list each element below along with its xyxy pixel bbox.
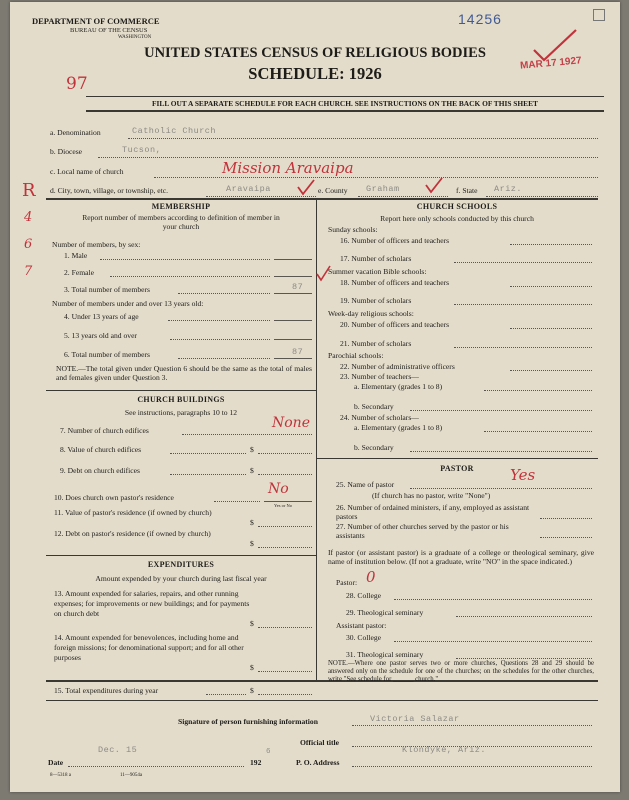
q15-total-expenditures: 15. Total expenditures during year — [54, 686, 159, 695]
expenditures-subtitle: Amount expended by your church during last fiscal year — [95, 574, 267, 583]
q25-note: (If church has no pastor, write "None") — [372, 491, 491, 500]
diocese-label: b. Diocese — [50, 147, 83, 156]
q14-dollar: $ — [250, 663, 254, 672]
expenditures-title: EXPENDITURES — [147, 560, 215, 569]
q1-male: 1. Male — [64, 251, 88, 260]
q28-college: 28. College — [346, 591, 382, 600]
q11-dollar: $ — [250, 518, 254, 527]
q14-benevolences: 14. Amount expended for benevolences, including home and foreign missions; for denominational support; and for all other purposes — [54, 633, 244, 662]
parochial-schools-heading: Parochial schools: — [328, 351, 384, 360]
margin-mark-4: 4 — [24, 210, 33, 225]
po-address-label: P. O. Address — [296, 758, 340, 767]
q3-total-members: 3. Total number of members — [64, 285, 151, 294]
margin-mark-7: 7 — [24, 264, 33, 279]
church-buildings-title: CHURCH BUILDINGS — [137, 395, 225, 404]
department-name: DEPARTMENT OF COMMERCE — [32, 16, 160, 26]
q25-value[interactable]: Yes — [510, 466, 536, 484]
handwritten-number: 97 — [66, 74, 88, 94]
margin-mark-6: 6 — [24, 237, 33, 252]
q23b-secondary: b. Secondary — [354, 402, 394, 411]
q26-assistant-ministers: 26. Number of ordained ministers, if any, employed as assistant pastors — [336, 503, 530, 521]
corner-check-mark — [593, 9, 605, 21]
q8-dollar: $ — [250, 445, 254, 454]
summer-schools-heading: Summer vacation Bible schools: — [328, 267, 427, 276]
city-value[interactable]: Aravaipa — [226, 184, 271, 194]
bureau-name: BUREAU OF THE CENSUS — [70, 27, 148, 34]
local-name-label: c. Local name of church — [50, 167, 124, 176]
q27-other-churches: 27. Number of other churches served by the pastor or his assistants — [336, 522, 509, 540]
diocese-value[interactable]: Tucson, — [122, 145, 162, 155]
q24b-secondary: b. Secondary — [354, 443, 394, 452]
q24a-elementary: a. Elementary (grades 1 to 8) — [354, 423, 443, 432]
q6-total-members: 6. Total number of members — [64, 350, 151, 359]
q10-owns-residence: 10. Does church own pastor's residence — [54, 493, 174, 502]
q6-value[interactable]: 87 — [292, 347, 304, 357]
church-schools-subtitle: Report here only schools conducted by this church — [380, 214, 534, 223]
county-label: e. County — [318, 186, 348, 195]
q12-dollar: $ — [250, 539, 254, 548]
q30-college: 30. College — [346, 633, 382, 642]
graduate-instruction: If pastor (or assistant pastor) is a graduate of a college or theological seminary, give name of institution below. (If not a graduate, write "NO" in the space indicated.) — [328, 548, 594, 566]
sunday-schools-heading: Sunday schools: — [328, 225, 378, 234]
date-label: Date — [48, 758, 64, 767]
pastor-title: PASTOR — [440, 464, 474, 473]
q18-officers-teachers: 18. Number of officers and teachers — [340, 278, 450, 287]
q20-officers-teachers: 20. Number of officers and teachers — [340, 320, 450, 329]
margin-mark-r: R — [22, 180, 36, 201]
q2-female: 2. Female — [64, 268, 94, 277]
received-date-stamp: MAR 17 1927 — [519, 55, 583, 72]
q16-officers-teachers: 16. Number of officers and teachers — [340, 236, 450, 245]
city-check-mark — [296, 178, 316, 196]
q15-dollar: $ — [250, 686, 254, 695]
year-digit[interactable]: 6 — [266, 748, 272, 756]
q8-value-edifices: 8. Value of church edifices — [60, 445, 142, 454]
city-name: WASHINGTON — [118, 35, 152, 40]
census-form-sheet — [10, 2, 620, 792]
print-number: 11—9054a — [120, 773, 143, 778]
q23a-elementary: a. Elementary (grades 1 to 8) — [354, 382, 443, 391]
q9-dollar: $ — [250, 466, 254, 475]
q29-seminary: 29. Theological seminary — [346, 608, 424, 617]
official-title-label: Official title — [300, 738, 340, 747]
pastor-sub-heading: Pastor: — [336, 578, 358, 587]
pastor-note: NOTE.—Where one pastor serves two or more churches, Questions 28 and 29 should be answered only on the schedule for one of the churches; on the schedules for the other churches, write "See schedule for ______ church." — [328, 660, 594, 683]
membership-note: NOTE.—The total given under Question 6 should be the same as the total of males and females given under Question 3. — [56, 364, 312, 382]
q12-debt-residence: 12. Debt on pastor's residence (if owned by church) — [54, 529, 211, 538]
assistant-pastor-heading: Assistant pastor: — [336, 621, 387, 630]
members-age-heading: Number of members under and over 13 years old: — [52, 299, 204, 308]
q4-under-13: 4. Under 13 years of age — [64, 312, 139, 321]
q21-scholars: 21. Number of scholars — [340, 339, 412, 348]
state-value[interactable]: Ariz. — [494, 184, 523, 194]
church-schools-title: CHURCH SCHOOLS — [416, 202, 498, 211]
form-title: UNITED STATES CENSUS OF RELIGIOUS BODIES — [144, 45, 486, 61]
q5-13-and-over: 5. 13 years old and over — [64, 331, 137, 340]
q10-value[interactable]: No — [268, 481, 289, 497]
q3-value[interactable]: 87 — [292, 282, 304, 292]
q23-teachers: 23. Number of teachers— — [340, 372, 419, 381]
date-value[interactable]: Dec. 15 — [98, 745, 138, 755]
q9-debt-edifices: 9. Debt on church edifices — [60, 466, 140, 475]
q31-seminary: 31. Theological seminary — [346, 650, 424, 659]
county-check-mark — [424, 176, 444, 194]
pastor-zero-mark: 0 — [366, 568, 376, 586]
state-label: f. State — [456, 186, 478, 195]
denomination-label: a. Denomination — [50, 128, 101, 137]
denomination-value[interactable]: Catholic Church — [132, 126, 217, 136]
city-label: d. City, town, village, or township, etc. — [50, 186, 169, 195]
q22-admin-officers: 22. Number of administrative officers — [340, 362, 455, 371]
form-number: 8—5318 a — [50, 773, 71, 778]
members-by-sex-heading: Number of members, by sex: — [52, 240, 141, 249]
membership-intro: Report number of members according to definition of member in your church — [82, 213, 280, 231]
serial-number: 14256 — [458, 11, 502, 27]
signature-label: Signature of person furnishing information — [178, 717, 318, 726]
separate-schedule-instruction: FILL OUT A SEPARATE SCHEDULE FOR EACH CHURCH. SEE INSTRUCTIONS ON THE BACK OF THIS SHEET — [152, 99, 538, 108]
weekday-schools-heading: Week-day religious schools: — [328, 309, 414, 318]
po-address-value[interactable]: Klondyke, Ariz. — [402, 745, 487, 755]
signature-value[interactable]: Victoria Salazar — [370, 714, 460, 724]
county-value[interactable]: Graham — [366, 184, 400, 194]
church-buildings-subtitle: See instructions, paragraphs 10 to 12 — [124, 408, 238, 417]
year-prefix: 192 — [250, 758, 262, 767]
schedule-title: SCHEDULE: 1926 — [248, 64, 382, 83]
yes-or-no-hint: Yes or No — [274, 503, 293, 508]
q17-scholars: 17. Number of scholars — [340, 254, 412, 263]
membership-title: MEMBERSHIP — [151, 202, 211, 211]
q24-scholars: 24. Number of scholars— — [340, 413, 419, 422]
q13-running-expenses: 13. Amount expended for salaries, repairs, and other running expenses; for improvements or new buildings; and for payments on church debt — [54, 589, 250, 618]
q13-dollar: $ — [250, 619, 254, 628]
q25-pastor-name: 25. Name of pastor — [336, 480, 395, 489]
q11-value-residence: 11. Value of pastor's residence (if owned by church) — [54, 508, 212, 517]
q7-church-edifices: 7. Number of church edifices — [60, 426, 149, 435]
q7-value[interactable]: None — [272, 415, 310, 431]
q19-scholars: 19. Number of scholars — [340, 296, 412, 305]
local-name-value[interactable]: Mission Aravaipa — [222, 159, 354, 177]
